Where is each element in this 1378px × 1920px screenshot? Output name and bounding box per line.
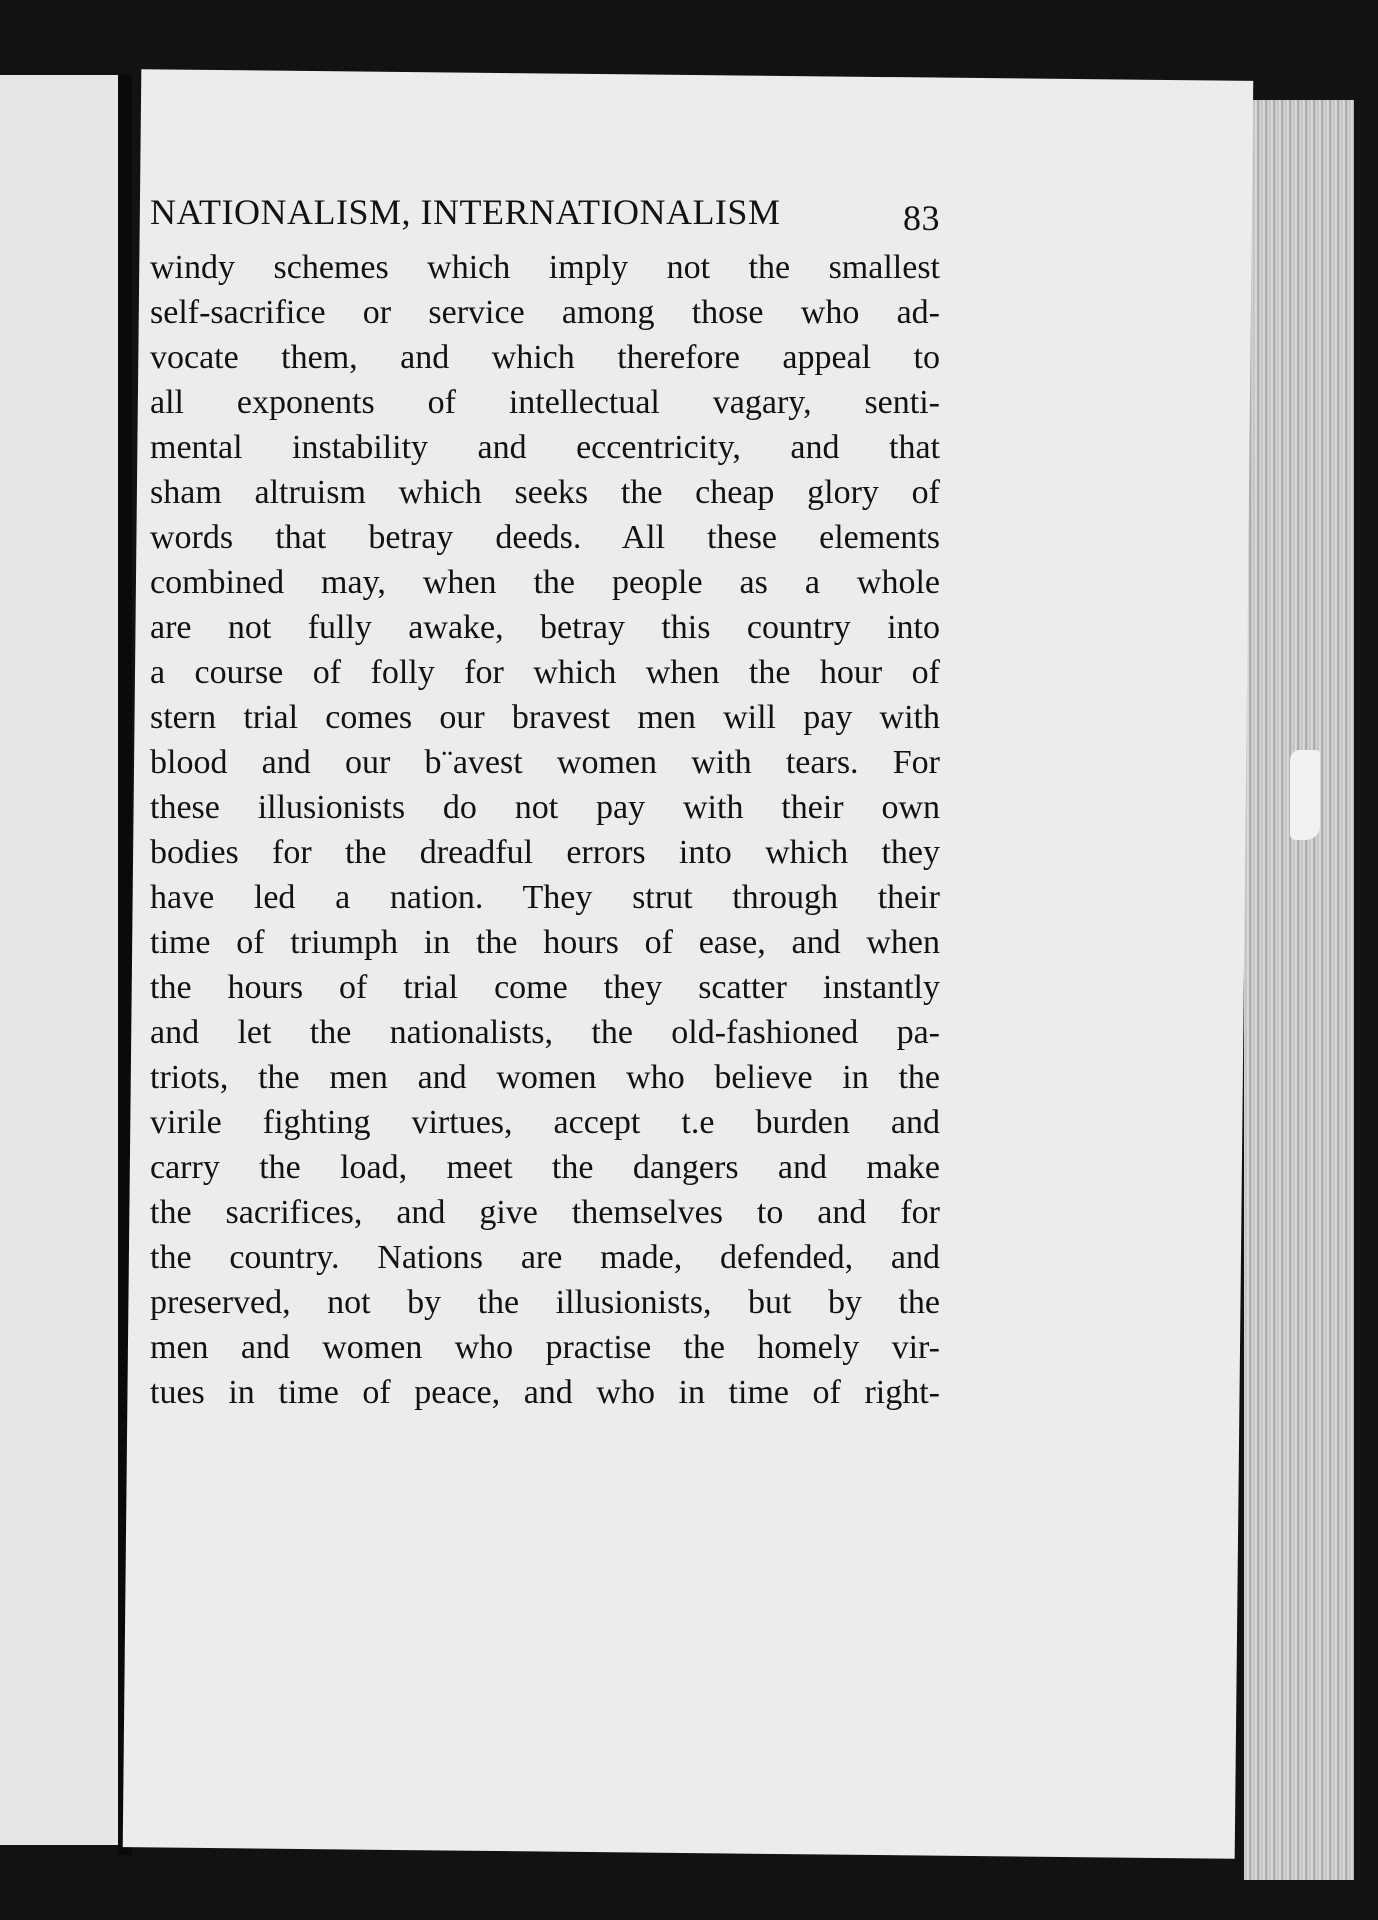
text-line: preserved, not by the illusionists, but by the [150, 1284, 940, 1321]
facing-page-edge [0, 75, 118, 1845]
text-line: and let the nationalists, the old-fashioned pa- [150, 1014, 940, 1051]
text-line: vocate them, and which therefore appeal to [150, 339, 940, 376]
text-line: men and women who practise the homely vir- [150, 1329, 940, 1366]
text-line: triots, the men and women who believe in the [150, 1059, 940, 1096]
text-line: stern trial comes our bravest men will pay with [150, 699, 940, 736]
page-content [150, 185, 940, 1415]
text-line: bodies for the dreadful errors into which they [150, 834, 940, 871]
page-fore-edge [1244, 100, 1354, 1880]
text-line: time of triumph in the hours of ease, and when [150, 924, 940, 961]
running-head [150, 185, 940, 245]
text-line: windy schemes which imply not the smallest [150, 249, 940, 286]
text-line: sham altruism which seeks the cheap glory of [150, 474, 940, 511]
text-line: are not fully awake, betray this country into [150, 609, 940, 646]
text-line: words that betray deeds. All these elements [150, 519, 940, 556]
text-line: virile fighting virtues, accept t.e burden and [150, 1104, 940, 1141]
text-line: carry the load, meet the dangers and make [150, 1149, 940, 1186]
text-line: a course of folly for which when the hour of [150, 654, 940, 691]
text-line: blood and our b¨avest women with tears. For [150, 744, 940, 781]
text-line: mental instability and eccentricity, and that [150, 429, 940, 466]
text-line: all exponents of intellectual vagary, senti- [150, 384, 940, 421]
text-line: tues in time of peace, and who in time of right- [150, 1374, 940, 1411]
text-line: self-sacrifice or service among those who ad- [150, 294, 940, 331]
page-number: 83 [903, 198, 940, 238]
body-text [150, 245, 940, 1415]
text-line: have led a nation. They strut through their [150, 879, 940, 916]
running-head-title: NATIONALISM, INTERNATIONALISM [150, 192, 781, 232]
text-line: the country. Nations are made, defended, and [150, 1239, 940, 1276]
page-edge-tear [1290, 750, 1320, 840]
text-line: these illusionists do not pay with their own [150, 789, 940, 826]
text-line: the sacrifices, and give themselves to and for [150, 1194, 940, 1231]
text-line: the hours of trial come they scatter instantly [150, 969, 940, 1006]
text-line: combined may, when the people as a whole [150, 564, 940, 601]
